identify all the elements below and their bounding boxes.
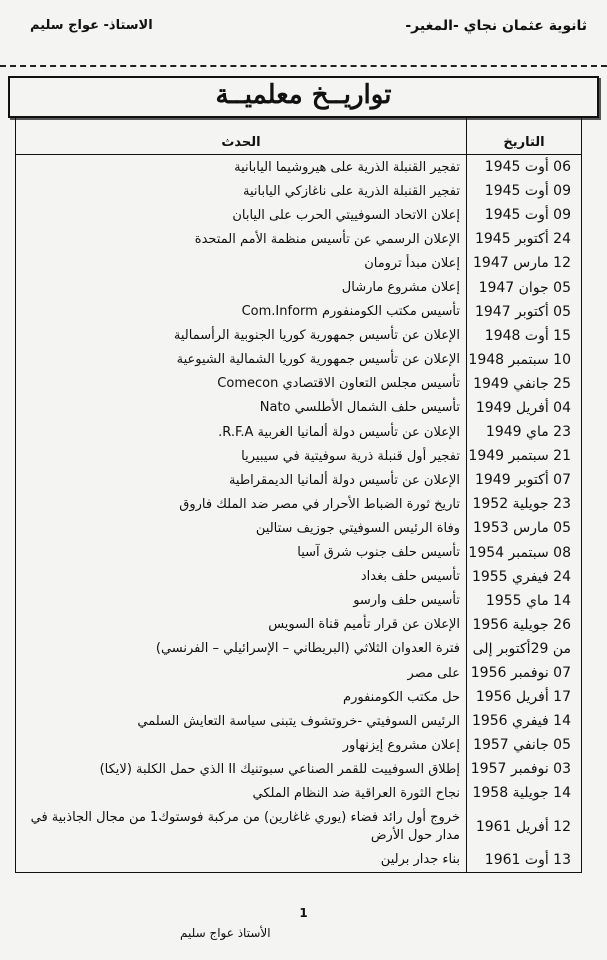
- date-cell: 23 ماي 1949: [467, 420, 582, 444]
- date-cell: 24 أكتوبر 1945: [467, 227, 582, 251]
- event-cell: وفاة الرئيس السوفيتي جوزيف ستالين: [16, 516, 467, 540]
- date-cell: 14 جويلية 1958: [467, 781, 582, 805]
- dates-table: [15, 117, 582, 873]
- date-cell: 04 أفريل 1949: [467, 396, 582, 420]
- event-cell: تأسيس حلف بغداد: [16, 565, 467, 589]
- table-row: [16, 300, 582, 324]
- table-row: [16, 348, 582, 372]
- event-cell: تأسيس حلف جنوب شرق آسيا: [16, 541, 467, 565]
- table-row: [16, 492, 582, 516]
- date-cell: 05 أكتوبر 1947: [467, 300, 582, 324]
- table-row: [16, 372, 582, 396]
- table-row: [16, 155, 582, 180]
- table-row: [16, 324, 582, 348]
- table-row: [16, 396, 582, 420]
- event-cell: الإعلان عن تأسيس جمهورية كوريا الشمالية الشيوعية: [16, 348, 467, 372]
- table-row: [16, 637, 582, 661]
- date-cell: 12 مارس 1947: [467, 251, 582, 275]
- footer-teacher: الأستاذ عواج سليم: [180, 926, 271, 940]
- event-cell: تأسيس مجلس التعاون الاقتصادي Comecon: [16, 372, 467, 396]
- date-cell: من 29أكتوبر إلى: [467, 637, 582, 661]
- table-row: [16, 420, 582, 444]
- table-row: [16, 589, 582, 613]
- event-cell: تفجير القنبلة الذرية على هيروشيما اليابانية: [16, 155, 467, 180]
- event-cell: إطلاق السوفييت للقمر الصناعي سبوتنيك II الذي حمل الكلبة (لايكا): [16, 757, 467, 781]
- event-cell: فترة العدوان الثلاثي (البريطاني – الإسرائيلي – الفرنسي): [16, 637, 467, 661]
- event-cell: إعلان مشروع مارشال: [16, 275, 467, 299]
- table-header-row: [16, 118, 582, 155]
- date-cell: 09 أوت 1945: [467, 179, 582, 203]
- event-cell: تفجير أول قنبلة ذرية سوفيتية في سيبيريا: [16, 444, 467, 468]
- date-cell: 03 نوفمبر 1957: [467, 757, 582, 781]
- table-row: [16, 516, 582, 540]
- date-cell: 05 مارس 1953: [467, 516, 582, 540]
- table-row: [16, 806, 582, 848]
- event-cell: الإعلان عن تأسيس دولة ألمانيا الغربية R.F.A.: [16, 420, 467, 444]
- event-cell: خروج أول رائد فضاء (يوري غاغارين) من مركبة فوستوك1 من مجال الجاذبية في مدار حول الأرض: [16, 806, 467, 848]
- date-cell: 21 سبتمبر 1949: [467, 444, 582, 468]
- table-row: [16, 733, 582, 757]
- event-cell: الإعلان الرسمي عن تأسيس منظمة الأمم المتحدة: [16, 227, 467, 251]
- date-cell: 10 سبتمبر 1948: [467, 348, 582, 372]
- table-row: [16, 251, 582, 275]
- table-row: [16, 757, 582, 781]
- event-cell: تأسيس مكتب الكومنفورم Com.Inform: [16, 300, 467, 324]
- date-cell: 23 جويلية 1952: [467, 492, 582, 516]
- teacher-name: الاستاذ- عواج سليم: [30, 18, 153, 33]
- date-cell: 07 أكتوبر 1949: [467, 468, 582, 492]
- date-cell: 17 أفريل 1956: [467, 685, 582, 709]
- date-cell: 26 جويلية 1956: [467, 613, 582, 637]
- event-cell: نجاح الثورة العراقية ضد النظام الملكي: [16, 781, 467, 805]
- page-number: 1: [299, 906, 308, 920]
- table-row: [16, 179, 582, 203]
- date-cell: 14 ماي 1955: [467, 589, 582, 613]
- table-row: [16, 541, 582, 565]
- event-cell: حل مكتب الكومنفورم: [16, 685, 467, 709]
- table-row: [16, 661, 582, 685]
- event-cell: إعلان الاتحاد السوفييتي الحرب على اليابان: [16, 203, 467, 227]
- date-column-header: التاريخ: [467, 118, 582, 155]
- table-row: [16, 227, 582, 251]
- date-cell: 07 نوفمبر 1956: [467, 661, 582, 685]
- table-row: [16, 685, 582, 709]
- table-row: [16, 203, 582, 227]
- date-cell: 05 جانفي 1957: [467, 733, 582, 757]
- date-cell: 13 أوت 1961: [467, 848, 582, 873]
- table-row: [16, 848, 582, 873]
- event-cell: إعلان مشروع إيزنهاور: [16, 733, 467, 757]
- table-row: [16, 781, 582, 805]
- date-cell: 24 فيفري 1955: [467, 565, 582, 589]
- event-cell: على مصر: [16, 661, 467, 685]
- event-cell: الرئيس السوفيتي -خروتشوف يتبنى سياسة التعايش السلمي: [16, 709, 467, 733]
- date-cell: 15 أوت 1948: [467, 324, 582, 348]
- event-cell: الإعلان عن تأسيس دولة ألمانيا الديمقراطية: [16, 468, 467, 492]
- event-cell: الإعلان عن قرار تأميم قناة السويس: [16, 613, 467, 637]
- document-header: [20, 18, 591, 40]
- event-cell: تأسيس حلف الشمال الأطلسي Nato: [16, 396, 467, 420]
- school-name: ثانوية عثمان نجاي -المغير-: [405, 18, 587, 34]
- event-cell: إعلان مبدأ ترومان: [16, 251, 467, 275]
- date-cell: 05 جوان 1947: [467, 275, 582, 299]
- table-row: [16, 565, 582, 589]
- table-row: [16, 613, 582, 637]
- event-column-header: الحدث: [16, 118, 467, 155]
- divider: [0, 65, 607, 67]
- table-row: [16, 468, 582, 492]
- event-cell: تاريخ ثورة الضباط الأحرار في مصر ضد الملك فاروق: [16, 492, 467, 516]
- page-title: تواريــخ معلميــة: [215, 80, 392, 110]
- table-row: [16, 444, 582, 468]
- date-cell: 25 جانفي 1949: [467, 372, 582, 396]
- table-row: [16, 275, 582, 299]
- event-cell: بناء جدار برلين: [16, 848, 467, 873]
- date-cell: 08 سبتمبر 1954: [467, 541, 582, 565]
- table-row: [16, 709, 582, 733]
- date-cell: 09 أوت 1945: [467, 203, 582, 227]
- date-cell: 12 أفريل 1961: [467, 806, 582, 848]
- event-cell: تفجير القنبلة الذرية على ناغازكي اليابانية: [16, 179, 467, 203]
- date-cell: 06 أوت 1945: [467, 155, 582, 180]
- title-box: [8, 76, 599, 118]
- event-cell: الإعلان عن تأسيس جمهورية كوريا الجنوبية الرأسمالية: [16, 324, 467, 348]
- event-cell: تأسيس حلف وارسو: [16, 589, 467, 613]
- date-cell: 14 فيفري 1956: [467, 709, 582, 733]
